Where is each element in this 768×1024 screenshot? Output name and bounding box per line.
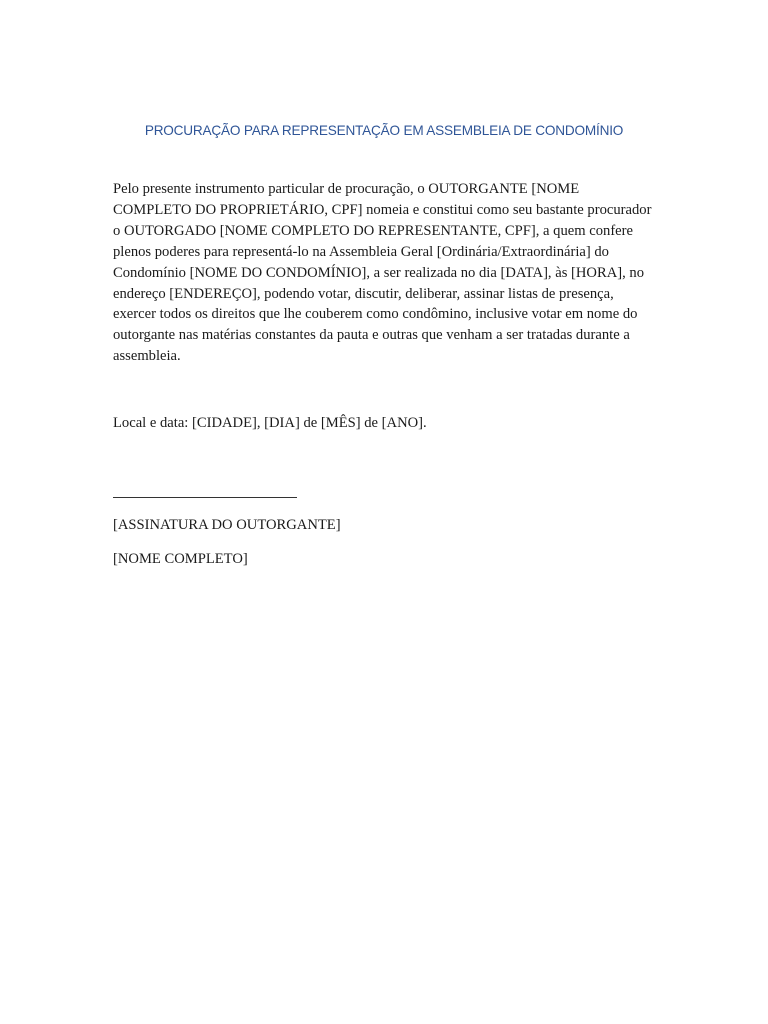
signature-label: [ASSINATURA DO OUTORGANTE]: [113, 517, 341, 533]
signature-line: [113, 497, 297, 498]
body-paragraph: Pelo presente instrumento particular de procuração, o OUTORGANTE [NOME COMPLETO DO PROPRIETÁRIO, CPF] nomeia e constitui como seu bastante procurador o OUTORGADO [NOME COMPLETO DO REPRESENTANTE, CPF], a quem confere plenos poderes para representá-lo na Assembleia Geral [Ordinária/Extraordinária] do Condomínio [NOME DO CONDOMÍNIO], a ser realizada no dia [DATA], às [HORA], no endereço [ENDEREÇO], podendo votar, discutir, deliberar, assinar listas de presença, exercer todos os direitos que lhe couberem como condômino, inclusive votar em nome do outorgante nas matérias constantes da pauta e outras que venham a ser tratadas durante a assembleia.: [113, 181, 652, 365]
full-name-label: [NOME COMPLETO]: [113, 551, 248, 567]
place-and-date: Local e data: [CIDADE], [DIA] de [MÊS] de [ANO].: [113, 415, 427, 431]
document-title: PROCURAÇÃO PARA REPRESENTAÇÃO EM ASSEMBLEIA DE CONDOMÍNIO: [144, 123, 624, 138]
